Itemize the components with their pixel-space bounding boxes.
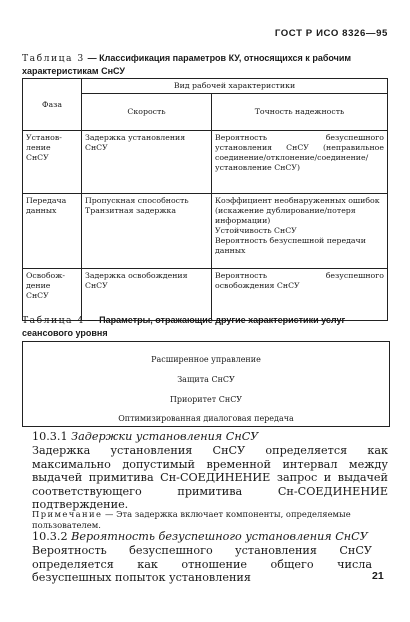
table3-label: Таблица 3 [22,53,85,64]
table3-header-speed: Скорость [82,94,212,131]
table4-item: Защита СнСУ [177,375,235,384]
table3-cell-phase: Установ- ление СнСУ [23,131,82,194]
table4-title: — Параметры, отражающие другие характеристики услуг сеансового уровня [22,315,346,338]
table3-cell-accuracy: Вероятность безуспешного освобождения СнСУ [212,269,388,321]
table3-cell-accuracy: Коэффициент необнаруженных ошибок (искажение дублирование/потеря информации) Устойчивость СнСУ Вероятность безуспешной передачи данных [212,194,388,269]
section-10-3-1-heading [32,430,388,444]
table3-cell-speed: Пропускная способность Транзитная задержка [82,194,212,269]
note-text: — Эта задержка включает компоненты, определяемые пользователем. [32,509,351,530]
table3-cell-phase: Передача данных [23,194,82,269]
note [32,509,388,530]
table4-item: Расширенное управление [151,355,261,364]
page-number: 21 [372,570,384,582]
table3-cell-speed: Задержка установления СнСУ [82,131,212,194]
table3 [22,78,388,321]
table-row [23,269,388,321]
page-header: ГОСТ Р ИСО 8326—95 [274,28,388,39]
table4-item: Приоритет СнСУ [169,395,243,404]
table3-header-group: Вид рабочей характеристики [82,79,388,94]
section-10-3-2-body: Вероятность безуспешного установления СнСУ определяется как отношение общего числа безуспешных попыток установления [32,544,372,585]
note-label: Примечание [32,509,103,519]
section-number: 10.3.1 [32,430,68,443]
table3-header-phase: Фаза [23,79,82,131]
table4 [22,341,390,427]
table3-cell-phase: Освобож- дение СнСУ [23,269,82,321]
section-heading: Вероятность безуспешного установления СнСУ [71,530,368,543]
section-heading: Задержки установления СнСУ [71,430,259,443]
section-10-3-1-body: Задержка установления СнСУ определяется как максимально допустимый временной интервал между выдачей примитива Сн-СОЕДИНЕНИЕ запрос и выдачей соответствующего примитива Сн-СОЕДИНЕНИЕ подтверждение. [32,444,388,512]
table4-item: Оптимизированная диалоговая передача [118,414,294,423]
table-row [23,131,388,194]
table3-caption [22,52,388,78]
table3-header-accuracy: Точность надежность [212,94,388,131]
section-number: 10.3.2 [32,530,68,543]
table-row [23,194,388,269]
table4-caption [22,314,388,340]
table3-title: — Классификация параметров КУ, относящихся к рабочим характеристикам СнСУ [22,53,352,76]
section-10-3-2-heading [32,530,388,544]
table4-label: Таблица 4 [22,315,85,326]
table3-cell-speed: Задержка освобождения СнСУ [82,269,212,321]
table3-cell-accuracy: Вероятность безуспешного установления СнСУ (неправильное соединение/отклонение/соединение/установление СнСУ) [212,131,388,194]
